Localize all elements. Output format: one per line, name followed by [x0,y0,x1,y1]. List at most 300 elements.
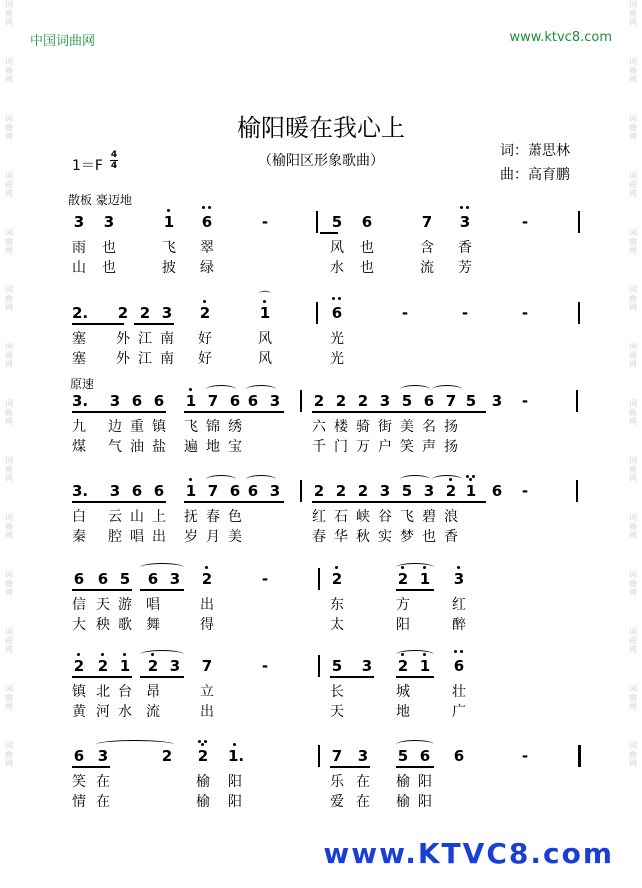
note: 6 [147,570,159,588]
bar-line [578,211,580,233]
lyric-verse-1: 外 [116,331,130,347]
lyric-verse-2: 阳 [418,794,432,810]
lyric-verse-1: 也 [102,240,116,256]
octave-dot-high [457,566,460,569]
note: 6 [247,392,259,410]
note: 6 [361,213,373,231]
lyric-verse-2: 地 [206,439,220,455]
lyric-verse-2: 也 [360,260,374,276]
slur-arc [246,475,276,484]
octave-dot-high [77,653,80,656]
note: 7 [445,392,457,410]
octave-dot-high [167,209,170,212]
lyric-verse-1: 街 [378,419,392,435]
note: 5 [397,747,409,765]
note: 7 [331,747,343,765]
lyric-verse-1: 东 [330,597,344,613]
note: 7 [201,657,213,675]
side-watermark-text: 词 曲 网 [5,456,13,483]
note: 3 [103,213,115,231]
note: 3. [72,482,89,500]
lyric-verse-1: 镇 [152,419,166,435]
bar-line [300,390,302,412]
note: 3 [97,747,109,765]
octave-dot-high [469,478,472,481]
note: 2 [357,482,369,500]
lyric-verse-2: 光 [330,351,344,367]
octave-dot-high [335,566,338,569]
lyric-verse-2: 门 [334,439,348,455]
note: 1. [228,747,245,765]
note: 2 [199,304,211,322]
lyric-verse-1: 谷 [378,509,392,525]
lyric-verse-2: 爱 [330,794,344,810]
note: 6 [131,482,143,500]
note: 3. [72,392,89,410]
lyric-verse-1: 雨 [72,240,86,256]
side-watermark-text: 词 曲 网 [629,684,637,711]
lyric-verse-1: 红 [452,597,466,613]
note: 6 [453,657,465,675]
side-watermark-text: 词 曲 网 [5,228,13,255]
lyric-verse-1: 风 [258,331,272,347]
bar-line [318,655,320,677]
octave-dot-double [466,475,469,478]
slur-arc [140,563,184,572]
note: - [521,482,529,500]
note: 1 [419,570,431,588]
lyric-verse-2: 华 [334,529,348,545]
lyric-verse-2: 春 [312,529,326,545]
lyricist-credit: 词：萧思林 [500,143,570,159]
lyric-verse-1: 在 [96,774,110,790]
lyric-verse-2: 岁 [184,529,198,545]
lyric-verse-1: 塞 [72,331,86,347]
octave-dot-high [205,566,208,569]
lyric-verse-2: 梦 [400,529,414,545]
note: 6 [229,392,241,410]
lyric-verse-2: 油 [130,439,144,455]
lyric-verse-2: 香 [444,529,458,545]
lyric-verse-1: 山 [130,509,144,525]
time-signature-top: 4 [110,150,118,160]
slur-arc [206,475,236,484]
lyric-verse-1: 重 [130,419,144,435]
footer-watermark [323,837,614,870]
beam-underline [72,411,166,413]
fermata-icon: ⌒ [258,290,271,304]
lyric-verse-2: 江 [138,351,152,367]
lyric-verse-1: 红 [312,509,326,525]
lyric-verse-1: 江 [138,331,152,347]
site-url-right[interactable]: www.ktvc8.com [509,30,612,45]
lyric-verse-2: 美 [228,529,242,545]
lyric-verse-2: 秦 [72,529,86,545]
note: - [261,213,269,231]
lyric-verse-2: 风 [258,351,272,367]
lyric-verse-2: 芳 [458,260,472,276]
note: 3 [161,304,173,322]
side-watermark-text: 词 曲 网 [5,684,13,711]
lyric-verse-1: 六 [312,419,326,435]
lyric-verse-1: 壮 [452,684,466,700]
lyric-verse-1: 名 [422,419,436,435]
side-watermark-text: 词 曲 网 [629,114,637,141]
note: 5 [401,392,413,410]
lyric-verse-1: 信 [72,597,86,613]
note: 3 [379,392,391,410]
side-watermark-text: 词 曲 网 [629,171,637,198]
note: 2 [313,482,325,500]
lyric-verse-1: 色 [228,509,242,525]
side-watermark-text: 词 曲 网 [629,741,637,768]
beam-underline [72,589,132,591]
lyric-verse-1: 城 [396,684,410,700]
lyric-verse-1: 立 [200,684,214,700]
lyric-verse-1: 峡 [356,509,370,525]
note: 2 [313,392,325,410]
slur-arc [396,563,434,572]
note: 3 [109,482,121,500]
lyric-verse-2: 地 [396,704,410,720]
lyric-verse-1: 边 [108,419,122,435]
note: 2 [331,570,343,588]
side-watermark-text: 词 曲 网 [5,513,13,540]
note: 1 [259,304,271,322]
octave-dot-high [233,743,236,746]
beam-underline [396,589,434,591]
lyric-verse-1: 光 [330,331,344,347]
lyric-verse-2: 广 [452,704,466,720]
slur-arc [206,385,236,394]
slur-arc [432,475,462,484]
bar-line [316,302,318,324]
lyric-verse-1: 也 [360,240,374,256]
lyric-verse-2: 实 [378,529,392,545]
lyric-verse-2: 阳 [396,617,410,633]
beam-underline [184,411,284,413]
lyric-verse-2: 月 [206,529,220,545]
beam-underline [396,766,434,768]
lyric-verse-1: 镇 [72,684,86,700]
lyric-verse-1: 好 [198,331,212,347]
slur-arc [140,650,184,659]
note: 3 [491,392,503,410]
octave-dot-double [202,206,205,209]
lyric-verse-2: 声 [422,439,436,455]
note: 6 [419,747,431,765]
beam-underline [134,323,174,325]
note: - [521,392,529,410]
note: 3 [423,482,435,500]
octave-dot-double [460,650,463,653]
note: 2 [335,482,347,500]
side-watermark-text: 词 曲 网 [629,228,637,255]
note: 7 [207,482,219,500]
beam-underline [320,232,338,234]
lyric-verse-1: 长 [330,684,344,700]
note: - [401,304,409,322]
note: 3 [269,392,281,410]
octave-dot-high [189,478,192,481]
side-watermark-text: 词 曲 网 [629,570,637,597]
side-watermark-text: 词 曲 网 [5,342,13,369]
note: 6 [131,392,143,410]
note: 3 [361,657,373,675]
beam-underline [330,676,374,678]
lyric-verse-1: 白 [72,509,86,525]
note: - [521,304,529,322]
note: 2 [445,482,457,500]
lyric-verse-2: 山 [72,260,86,276]
slur-arc [96,740,174,749]
beam-underline [184,501,284,503]
slur-arc [396,740,434,749]
note: 1 [163,213,175,231]
beam-underline [72,676,132,678]
song-title: 榆阳暖在我心上 [237,114,405,142]
lyric-verse-2: 水 [118,704,132,720]
lyric-verse-1: 碧 [422,509,436,525]
lyric-verse-1: 北 [96,684,110,700]
note: - [261,570,269,588]
lyric-verse-2: 得 [200,617,214,633]
slur-arc [400,385,430,394]
lyric-verse-1: 唱 [146,597,160,613]
note: 5 [331,657,343,675]
side-watermark-text: 词 曲 网 [5,57,13,84]
side-watermark-text: 词 曲 网 [5,399,13,426]
note: 3 [379,482,391,500]
note: 6 [97,570,109,588]
composer-credit: 曲：高育鹏 [500,167,570,183]
beam-underline [72,766,110,768]
octave-dot-high [203,300,206,303]
time-signature [110,150,118,171]
note: 2 [117,304,129,322]
beam-underline [396,676,434,678]
lyric-verse-1: 榆 [396,774,410,790]
note: 5 [465,392,477,410]
note: 2 [147,657,159,675]
lyric-verse-1: 楼 [334,419,348,435]
bar-line [576,390,578,412]
note: 6 [423,392,435,410]
lyric-verse-2: 户 [378,439,392,455]
lyric-verse-2: 塞 [72,351,86,367]
time-signature-bottom: 4 [110,161,118,171]
note: 6 [247,482,259,500]
lyric-verse-2: 秋 [356,529,370,545]
lyric-verse-1: 飞 [400,509,414,525]
lyric-verse-1: 上 [152,509,166,525]
lyric-verse-1: 方 [396,597,410,613]
lyric-verse-1: 抚 [184,509,198,525]
note: 6 [491,482,503,500]
key-signature: 1＝F [72,158,103,174]
lyric-verse-1: 阳 [418,774,432,790]
note: 1 [419,657,431,675]
lyric-verse-1: 榆 [196,774,210,790]
lyric-verse-1: 绣 [228,419,242,435]
slur-arc [246,385,276,394]
beam-underline [330,766,370,768]
slur-arc [400,475,430,484]
note: 5 [119,570,131,588]
lyric-verse-1: 笑 [72,774,86,790]
note: 5 [401,482,413,500]
lyric-verse-2: 外 [116,351,130,367]
note: 1 [185,482,197,500]
octave-dot-double [466,206,469,209]
lyric-verse-2: 河 [96,704,110,720]
tempo-marking-free: 散板 豪迈地 [68,193,132,207]
lyric-verse-1: 飞 [184,419,198,435]
footer-watermark-text: www.KTVC8.com [323,837,614,870]
lyric-verse-2: 也 [102,260,116,276]
lyric-verse-2: 大 [72,617,86,633]
lyric-verse-2: 榆 [396,794,410,810]
lyric-verse-2: 在 [356,794,370,810]
octave-dot-double [198,740,201,743]
note: 6 [153,482,165,500]
lyric-verse-2: 出 [200,704,214,720]
note: 6 [73,747,85,765]
lyric-verse-2: 醉 [452,617,466,633]
side-watermark-text: 词 曲 网 [5,741,13,768]
note: 6 [229,482,241,500]
lyric-verse-1: 风 [330,240,344,256]
lyric-verse-2: 水 [330,260,344,276]
note: 3 [169,570,181,588]
note: - [521,747,529,765]
lyric-verse-2: 南 [160,351,174,367]
note: 3 [357,747,369,765]
note: 2 [161,747,173,765]
beam-underline [140,676,184,678]
lyric-verse-2: 舞 [146,617,160,633]
lyric-verse-1: 美 [400,419,414,435]
lyric-verse-2: 阳 [228,794,242,810]
beam-underline [72,323,124,325]
lyric-verse-1: 在 [356,774,370,790]
lyric-verse-2: 在 [96,794,110,810]
side-watermark-text: 词 曲 网 [629,627,637,654]
lyric-verse-1: 翠 [200,240,214,256]
bar-line [318,568,320,590]
beam-underline [72,501,166,503]
slur-arc [396,650,434,659]
site-name-left[interactable]: 中国词曲网 [30,34,96,49]
note: 2 [397,570,409,588]
octave-dot-double [208,206,211,209]
beam-underline [312,501,486,503]
note: 7 [421,213,433,231]
note: 2 [357,392,369,410]
side-watermark-text: 词 曲 网 [629,342,637,369]
lyric-verse-2: 气 [108,439,122,455]
bar-line [318,745,320,767]
note: 2 [73,657,85,675]
lyric-verse-1: 飞 [162,240,176,256]
lyric-verse-2: 秧 [96,617,110,633]
note: 6 [453,747,465,765]
tempo-marking-original: 原速 [70,377,95,391]
lyric-verse-2: 万 [356,439,370,455]
lyric-verse-2: 流 [146,704,160,720]
octave-dot-high [189,388,192,391]
lyric-verse-1: 浪 [444,509,458,525]
octave-dot-double [454,650,457,653]
lyric-verse-1: 乐 [330,774,344,790]
lyric-verse-1: 昂 [146,684,160,700]
note: 2 [197,747,209,765]
lyric-verse-2: 黄 [72,704,86,720]
note: 3 [459,213,471,231]
octave-dot-high [201,743,204,746]
lyric-verse-1: 云 [108,509,122,525]
note: - [461,304,469,322]
side-watermark-text: 词 曲 网 [5,627,13,654]
octave-dot-double [460,206,463,209]
lyric-verse-1: 出 [200,597,214,613]
bar-line [316,211,318,233]
lyric-verse-1: 含 [420,240,434,256]
octave-dot-double [332,297,335,300]
bar-line [576,480,578,502]
lyric-verse-2: 盐 [152,439,166,455]
lyric-verse-2: 也 [422,529,436,545]
beam-underline [312,411,486,413]
note: 6 [153,392,165,410]
lyric-verse-2: 绿 [200,260,214,276]
lyric-verse-1: 南 [160,331,174,347]
lyric-verse-2: 腔 [108,529,122,545]
lyric-verse-2: 遍 [184,439,198,455]
lyric-verse-2: 歌 [118,617,132,633]
note: 1 [185,392,197,410]
lyric-verse-2: 太 [330,617,344,633]
song-subtitle: （榆阳区形象歌曲） [258,153,384,169]
note: 3 [269,482,281,500]
lyric-verse-2: 笑 [400,439,414,455]
note: 1 [465,482,477,500]
side-watermark-text: 词 曲 网 [5,114,13,141]
side-watermark-text: 词 曲 网 [5,285,13,312]
side-watermark-text: 词 曲 网 [629,0,637,27]
lyric-verse-1: 阳 [228,774,242,790]
lyric-verse-1: 扬 [444,419,458,435]
lyric-verse-1: 九 [72,419,86,435]
lyric-verse-2: 披 [162,260,176,276]
note: 3 [169,657,181,675]
lyric-verse-2: 好 [198,351,212,367]
side-watermark-text: 词 曲 网 [629,513,637,540]
side-watermark-text: 词 曲 网 [629,456,637,483]
lyric-verse-1: 天 [96,597,110,613]
note: 2 [201,570,213,588]
side-watermark-text: 词 曲 网 [629,285,637,312]
lyric-verse-1: 春 [206,509,220,525]
note: 2 [397,657,409,675]
lyric-verse-1: 锦 [206,419,220,435]
note: 3 [109,392,121,410]
bar-line [578,745,581,767]
bar-line [578,302,580,324]
lyric-verse-2: 流 [420,260,434,276]
octave-dot-high [101,653,104,656]
note: 2 [139,304,151,322]
